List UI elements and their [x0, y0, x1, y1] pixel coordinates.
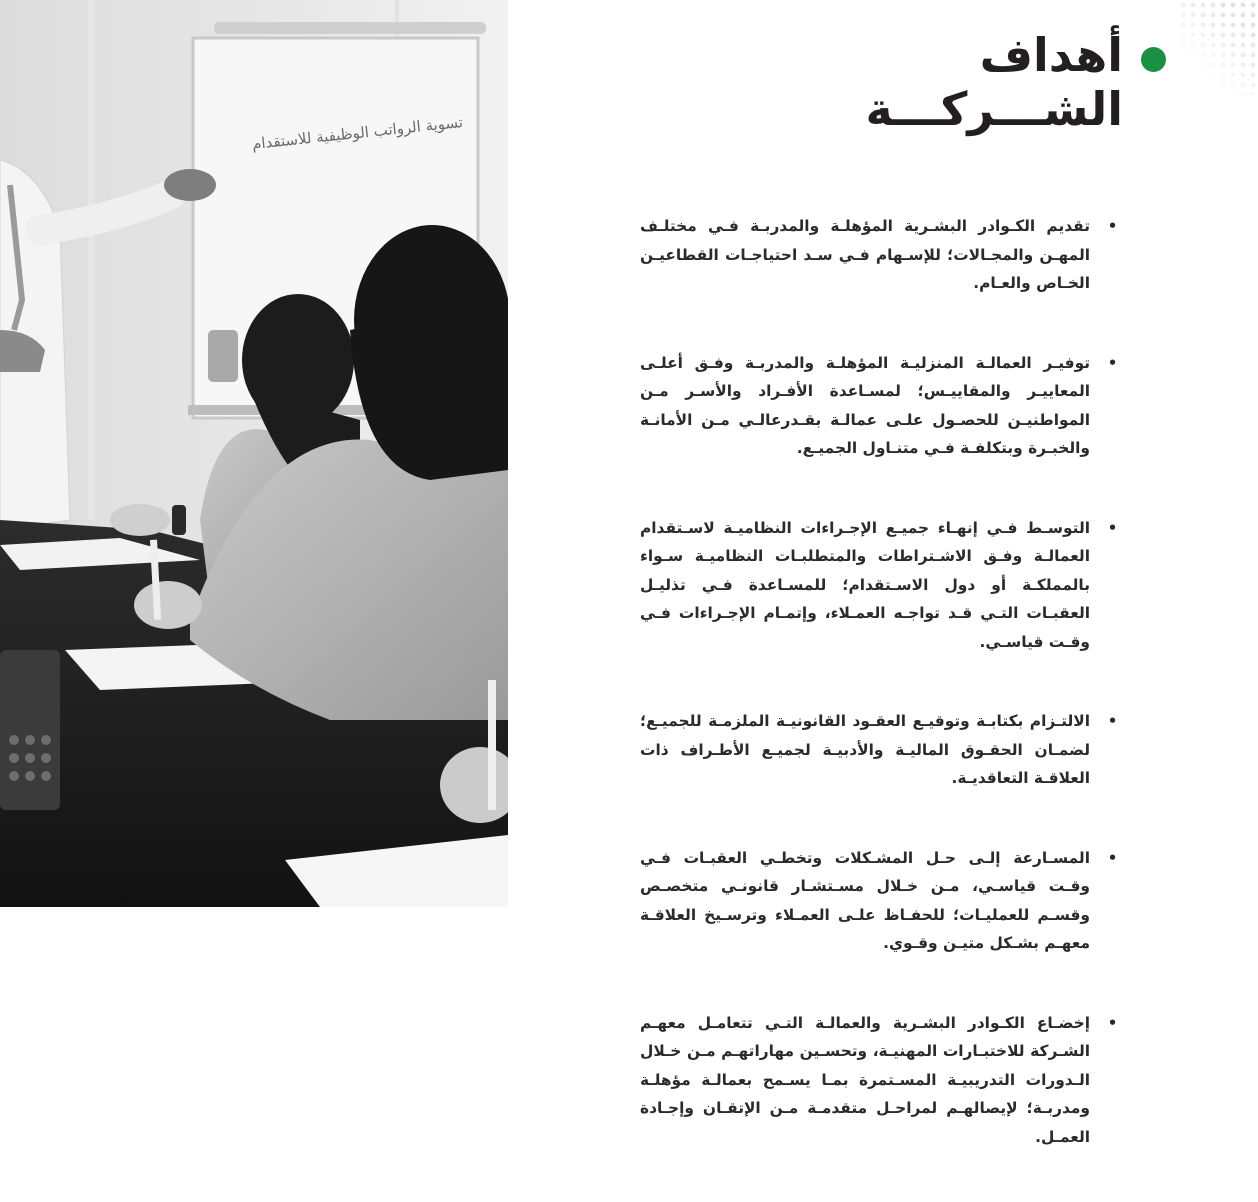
title-bullet-icon	[1141, 47, 1166, 72]
page-title-line-1: أهداف	[979, 28, 1123, 82]
objective-item	[640, 707, 1135, 793]
objective-text: توفيـر العمالـة المنزليـة المؤهلـة والمدربـة وفـق أعلـى المعاييـر والمقاييـس؛ لمسـاعدة الأفـراد والأسـر مـن المواطنيـن للحصـول علـى عمالـة بقـدرعالـي مـن الأمانـة والخبـرة وبتكلفـة فـي متنـاول الجميـع.	[640, 353, 1090, 457]
whiteboard-text: تسوية الرواتب الوظيفية للاستقدام	[251, 113, 464, 154]
bullet-icon: •	[1107, 518, 1118, 537]
objective-item	[640, 844, 1135, 958]
objective-text: الالتـزام بكتابـة وتوقيـع العقـود القانونيـة الملزمـة للجميـع؛ لضمـان الحقـوق الماليـة والأدبيـة لجميـع الأطـراف ذات العلاقـة التعاقديـة.	[640, 712, 1090, 787]
bullet-icon: •	[1107, 217, 1118, 235]
page-title	[866, 28, 1123, 136]
objective-text: تقديم الكـوادر البشـرية المؤهلـة والمدربـة فـي مختلـف المهـن والمجـالات؛ للإسـهام فـي سـد احتياجـات القطاعيـن الخـاص والعـام.	[640, 217, 1090, 292]
bullet-icon: •	[1107, 712, 1118, 730]
training-session-photo	[0, 0, 508, 907]
decorative-dot-pattern	[1178, 0, 1258, 95]
objective-item	[640, 514, 1135, 657]
objective-text: المسـارعة إلـى حـل المشـكلات وتخطـي العقبـات فـي وقـت قياسـي، مـن خـلال مسـتشـار قانونـي متخصـص وقسـم للعمليـات؛ للحفـاظ علـى العمـلاء وترسـيخ العلاقـة معهـم بشـكل متيـن وقـوي.	[640, 848, 1090, 952]
objectives-list	[640, 212, 1135, 1202]
bullet-icon: •	[1107, 1013, 1118, 1032]
bullet-icon: •	[1107, 353, 1118, 372]
objective-text: التوسـط فـي إنهـاء جميـع الإجـراءات النظاميـة لاسـتقدام العمالـة وفـق الاشـتراطات والمتطلبـات النظاميـة سـواء بالمملكـة أو دول الاسـتقدام؛ للمسـاعدة فـي تذليـل العقبـات التـي قـد تواجـه العمـلاء، وإتمـام الإجـراءات فـي وقـت قياسـي.	[640, 518, 1090, 651]
objective-item	[640, 212, 1135, 298]
bullet-icon: •	[1107, 848, 1118, 867]
page-title-line-2: الشـــركـــة	[865, 82, 1123, 136]
objective-item	[640, 349, 1135, 463]
objective-text: إخضـاع الكـوادر البشـرية والعمالـة التـي تتعامـل معهـم الشـركة للاختبـارات المهنيـة، وتحسـين مهاراتهـم مـن خـلال الـدورات التدريبيـة المسـتمرة بمـا يسـمح بعمالـة مؤهلـة ومدربـة؛ لإيصالهـم لمراحـل متقدمـة مـن الإتقـان وإجـادة العمـل.	[640, 1013, 1090, 1146]
objective-item	[640, 1009, 1135, 1152]
photo-illustration	[0, 0, 508, 907]
